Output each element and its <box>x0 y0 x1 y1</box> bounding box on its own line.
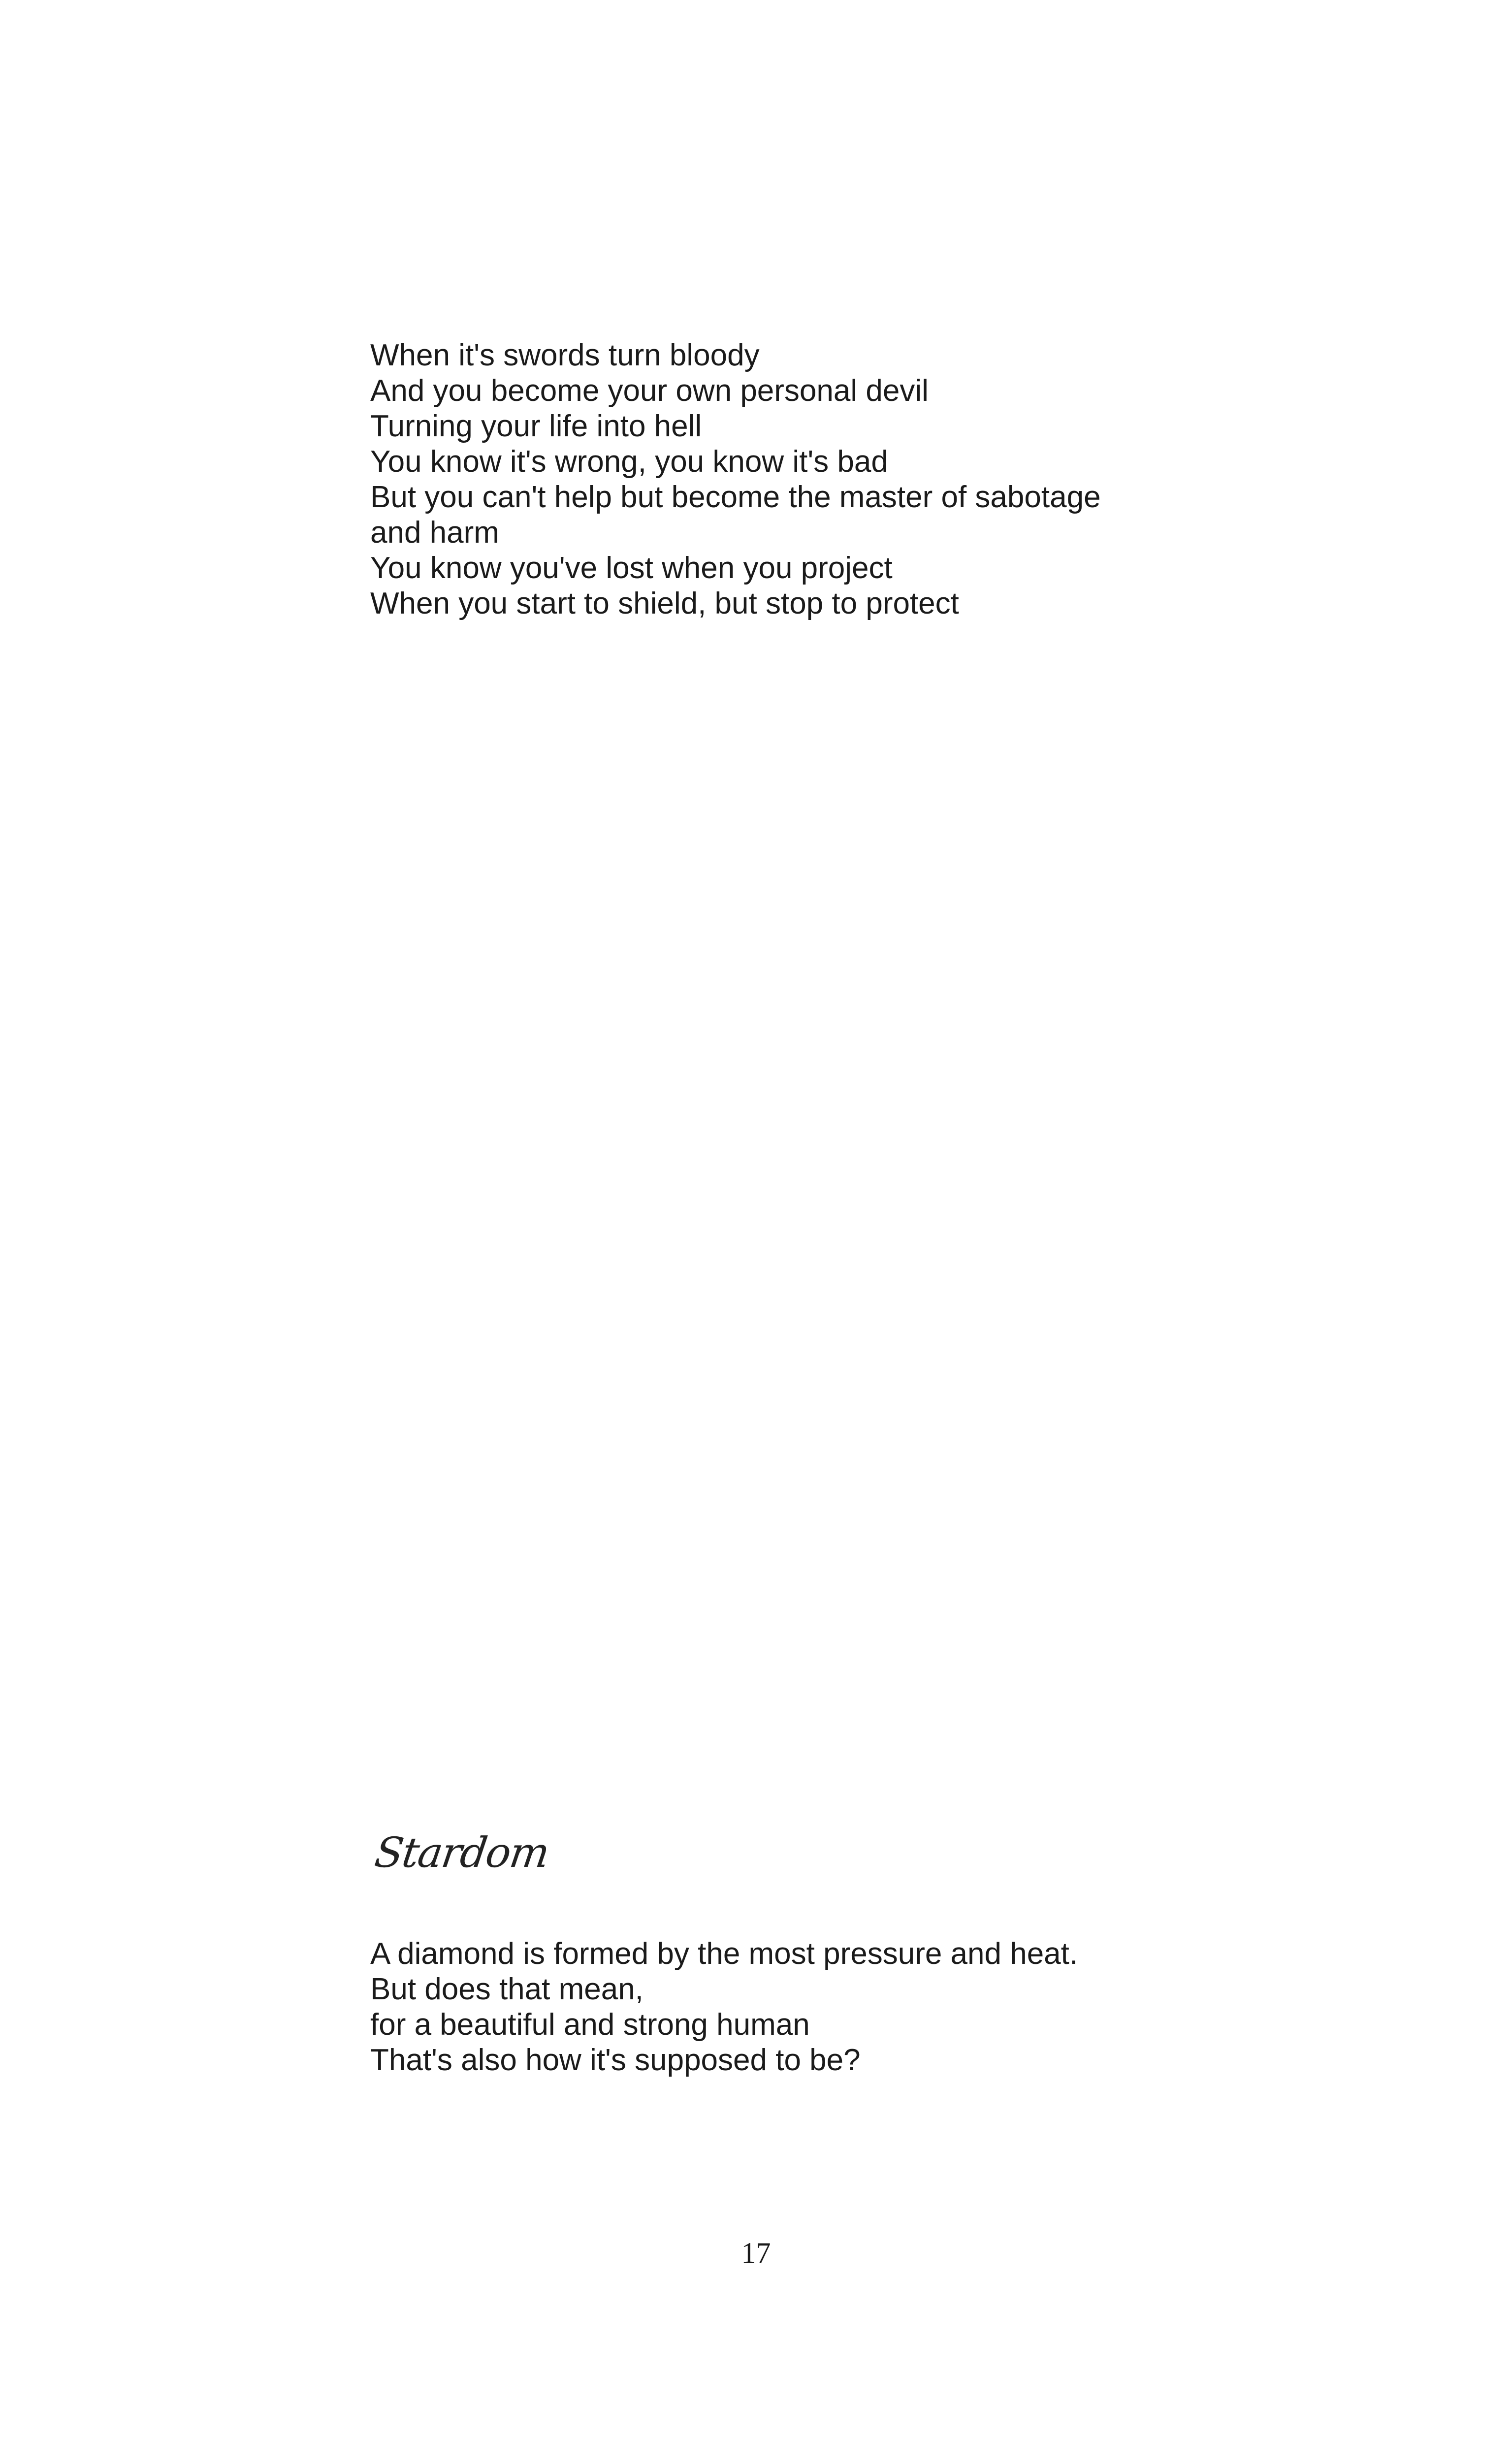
poem-stardom <box>370 1936 1256 2078</box>
poem-line: When you start to shield, but stop to protect <box>370 586 959 620</box>
poem-continuation <box>370 338 1256 621</box>
poem-line: Turning your life into hell <box>370 409 702 443</box>
poem-line: But does that mean, <box>370 1972 643 2006</box>
poem-line: And you become your own personal devil <box>370 374 929 408</box>
poem-line: That's also how it's supposed to be? <box>370 2043 861 2077</box>
poem-line: But you can't help but become the master of sabotage <box>370 480 1101 514</box>
poem-line: A diamond is formed by the most pressure and heat. <box>370 1937 1078 1971</box>
poem-line: You know it's wrong, you know it's bad <box>370 445 888 479</box>
poem-line: and harm <box>370 516 499 550</box>
poem-line: When it's swords turn bloody <box>370 338 760 372</box>
poem-title: Stardom <box>372 1828 552 1877</box>
page-number: 17 <box>741 2237 771 2269</box>
poem-line: for a beautiful and strong human <box>370 2008 810 2042</box>
poem-line: You know you've lost when you project <box>370 551 893 585</box>
